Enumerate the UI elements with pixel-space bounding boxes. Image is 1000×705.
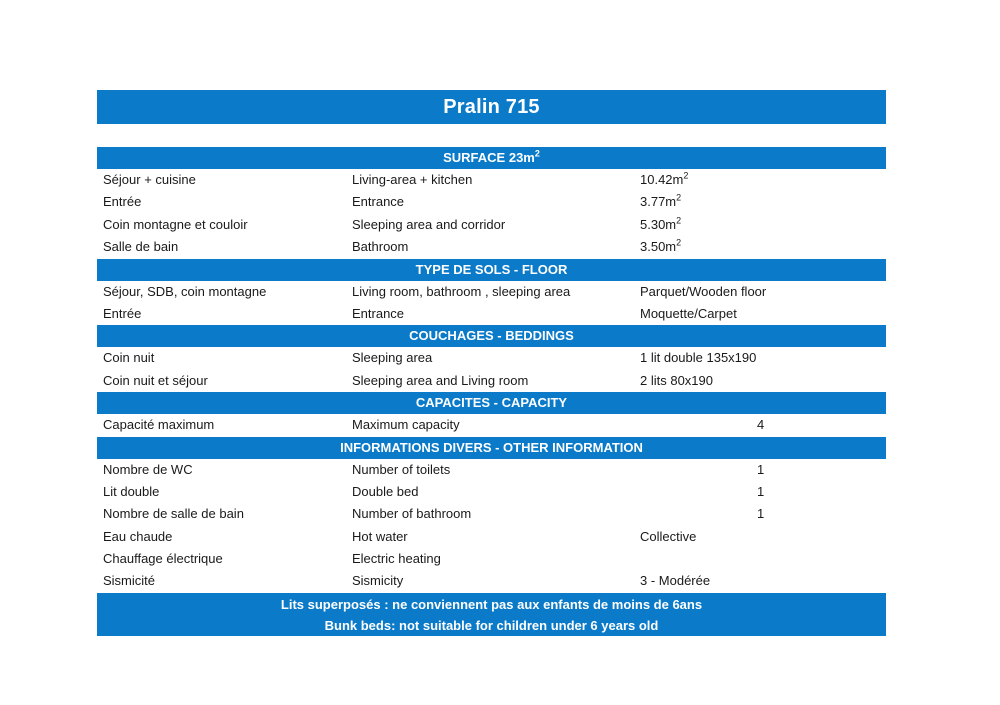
value-cell <box>640 191 757 213</box>
table-row <box>97 370 886 392</box>
label-en: Number of bathroom <box>352 506 472 522</box>
table-row <box>97 503 886 525</box>
label-fr: Séjour + cuisine <box>103 172 196 187</box>
value-cell <box>640 548 757 570</box>
number-cell <box>757 370 886 392</box>
table-row <box>97 214 886 236</box>
label-fr: Nombre de salle de bain <box>103 506 244 522</box>
value-text: 2 lits 80x190 <box>640 372 713 388</box>
table-row <box>97 236 886 258</box>
number-cell <box>757 570 886 592</box>
value-cell <box>640 303 757 325</box>
label-en: Living room, bathroom , sleeping area <box>352 283 571 299</box>
value-cell <box>640 503 757 525</box>
value-text: Moquette/Carpet <box>640 305 737 321</box>
value-cell <box>640 459 757 481</box>
value-cell <box>640 214 757 236</box>
number-cell <box>757 191 886 213</box>
table-row <box>97 191 886 213</box>
value-text: 3.50m <box>640 239 677 255</box>
label-en: Entrance <box>352 194 405 210</box>
label-fr: Sismicité <box>103 573 156 589</box>
table-row <box>97 459 886 481</box>
label-en: Maximum capacity <box>352 417 460 433</box>
value-text: Parquet/Wooden floor <box>640 283 767 299</box>
number-cell <box>757 347 886 369</box>
section-header-text: COUCHAGES - BEDDINGS <box>409 328 574 344</box>
number-cell: 1 <box>757 461 765 477</box>
value-superscript: 2 <box>676 237 682 248</box>
value-cell <box>640 481 757 503</box>
label-fr: Séjour, SDB, coin montagne <box>103 283 267 299</box>
value-cell <box>640 370 757 392</box>
value-superscript: 2 <box>683 170 689 181</box>
page-title: Pralin 715 <box>97 90 886 124</box>
number-cell <box>757 303 886 325</box>
section-header-text: SURFACE 23m <box>443 150 535 165</box>
footer-note <box>97 593 886 636</box>
number-cell <box>757 548 886 570</box>
label-fr: Lit double <box>103 483 160 499</box>
number-cell <box>757 214 886 236</box>
label-fr: Salle de bain <box>103 239 179 255</box>
value-cell <box>640 169 757 191</box>
label-en: Electric heating <box>352 551 441 567</box>
number-cell <box>757 236 886 258</box>
value-superscript: 2 <box>676 193 682 204</box>
label-en: Sleeping area and corridor <box>352 216 506 232</box>
footer-note-fr: Lits superposés : ne conviennent pas aux enfants de moins de 6ans <box>280 596 703 612</box>
value-text: 1 lit double 135x190 <box>640 350 757 366</box>
property-sheet <box>97 90 886 636</box>
label-en: Double bed <box>352 483 419 499</box>
section-header-text: CAPACITES - CAPACITY <box>415 395 568 411</box>
number-cell <box>757 169 886 191</box>
label-fr: Coin montagne et couloir <box>103 216 248 232</box>
value-text: 3 - Modérée <box>640 573 711 589</box>
table-row <box>97 481 886 503</box>
label-en: Number of toilets <box>352 461 451 477</box>
label-en: Hot water <box>352 528 408 544</box>
value-cell <box>640 570 757 592</box>
table-row <box>97 303 886 325</box>
label-fr: Chauffage électrique <box>103 551 223 567</box>
label-fr: Capacité maximum <box>103 417 215 433</box>
label-en: Sleeping area and Living room <box>352 372 529 388</box>
value-cell <box>640 526 757 548</box>
label-en: Sleeping area <box>352 350 433 366</box>
section-header-text: INFORMATIONS DIVERS - OTHER INFORMATION <box>340 439 643 455</box>
table-row <box>97 548 886 570</box>
table-row <box>97 347 886 369</box>
label-fr: Coin nuit et séjour <box>103 372 208 388</box>
value-text: Collective <box>640 528 697 544</box>
table-row <box>97 281 886 303</box>
number-cell: 1 <box>757 506 765 522</box>
label-en: Entrance <box>352 305 405 321</box>
label-fr: Entrée <box>103 194 142 210</box>
label-fr: Coin nuit <box>103 350 155 366</box>
number-cell: 4 <box>757 417 765 433</box>
value-superscript: 2 <box>676 215 682 226</box>
section-header-surface <box>97 147 886 169</box>
number-cell <box>757 526 886 548</box>
value-text: 3.77m <box>640 194 677 210</box>
label-fr: Entrée <box>103 305 142 321</box>
section-header-other-information <box>97 437 886 459</box>
value-cell <box>640 414 757 436</box>
value-cell <box>640 236 757 258</box>
table-row <box>97 414 886 436</box>
footer-note-en: Bunk beds: not suitable for children under 6 years old <box>324 617 659 633</box>
label-fr: Eau chaude <box>103 528 173 544</box>
section-header-superscript: 2 <box>534 148 540 159</box>
table-row <box>97 570 886 592</box>
value-cell <box>640 281 767 303</box>
section-header-text: TYPE DE SOLS - FLOOR <box>415 261 568 277</box>
label-en: Sismicity <box>352 573 404 589</box>
number-cell: 1 <box>757 483 765 499</box>
label-en: Bathroom <box>352 239 409 255</box>
label-fr: Nombre de WC <box>103 461 193 477</box>
table-row <box>97 526 886 548</box>
value-text: 5.30m <box>640 216 677 232</box>
section-header-capacity <box>97 392 886 414</box>
number-cell <box>757 281 886 303</box>
table-row <box>97 169 886 191</box>
value-text: 10.42m <box>640 172 684 187</box>
value-cell <box>640 347 757 369</box>
label-en: Living-area + kitchen <box>352 172 473 187</box>
section-header-floor <box>97 259 886 281</box>
section-header-beddings <box>97 325 886 347</box>
